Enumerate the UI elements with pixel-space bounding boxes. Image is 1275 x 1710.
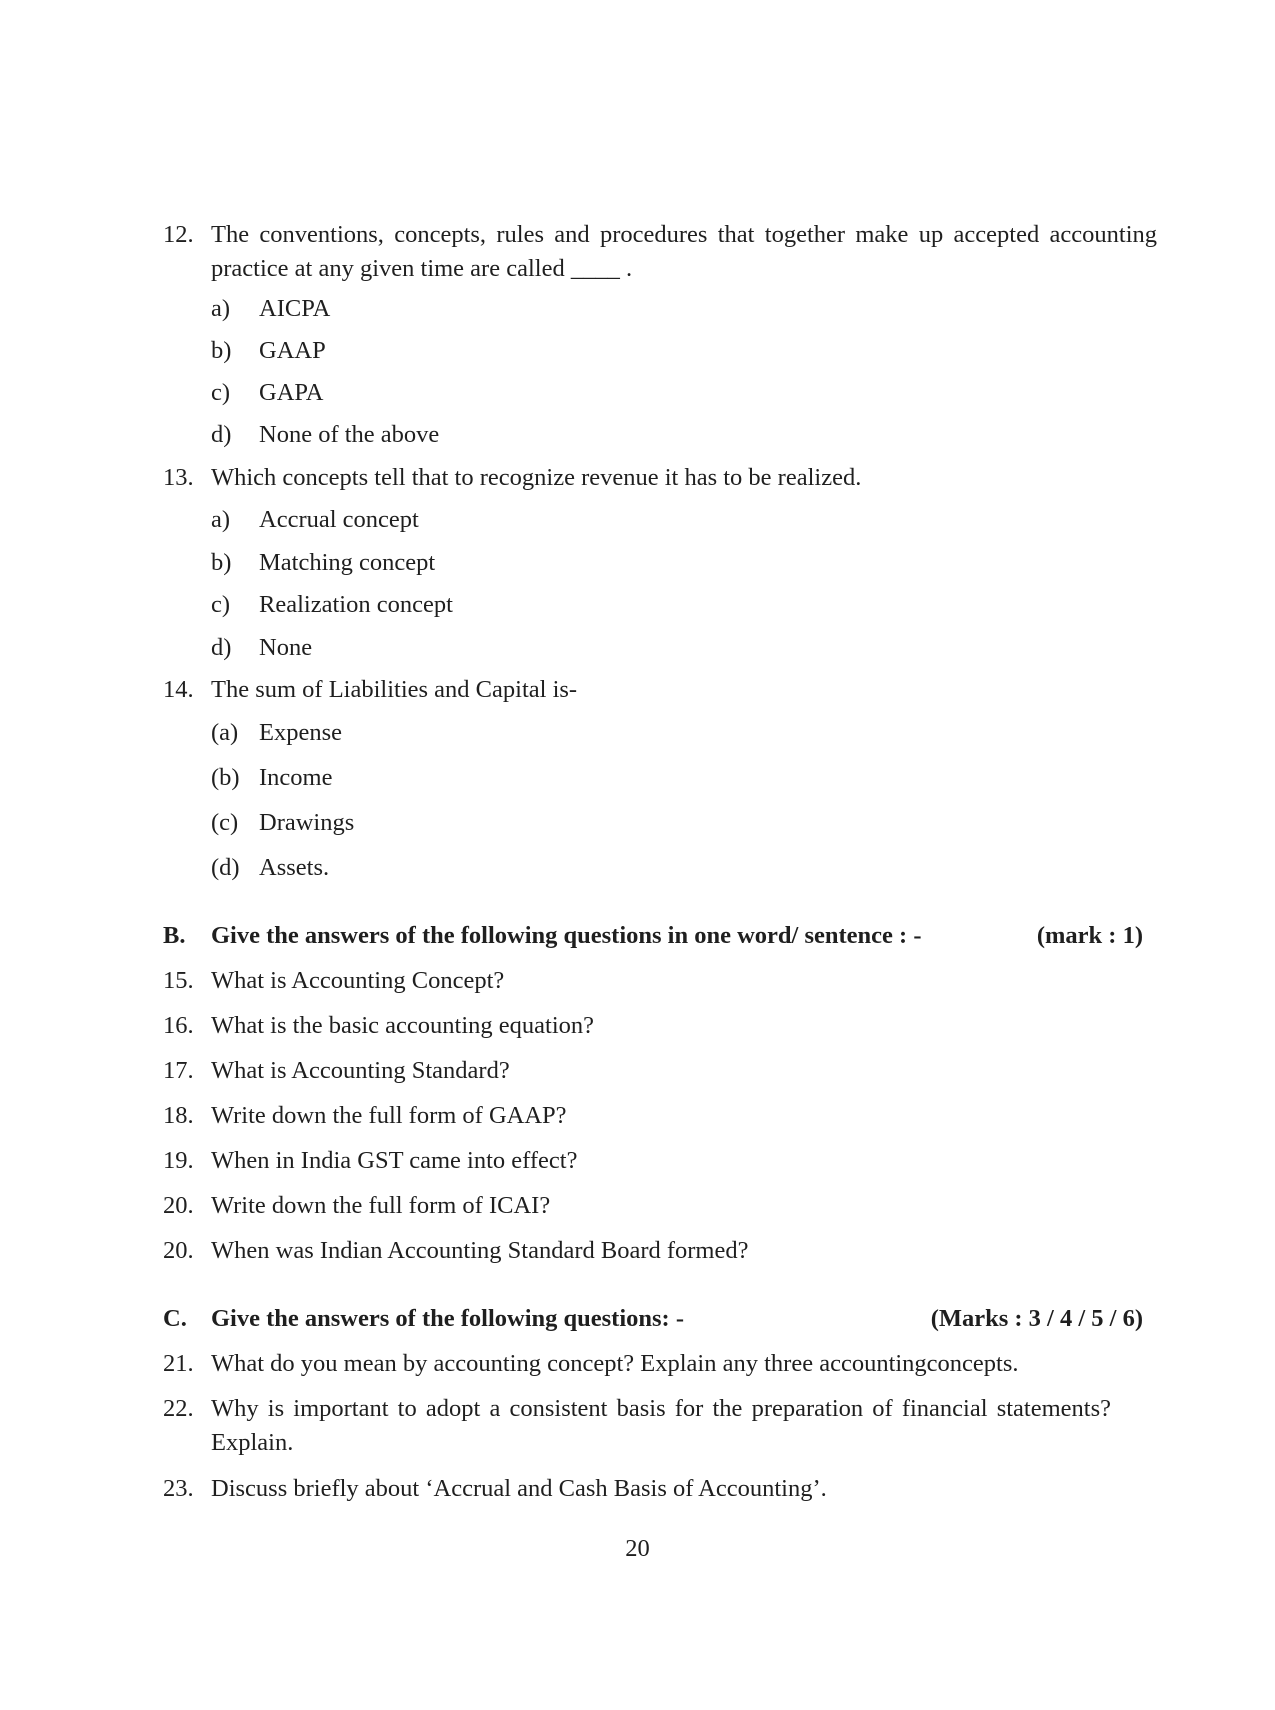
option-text: Expense: [259, 719, 342, 746]
option-label: d): [211, 421, 232, 448]
question-22: [163, 1392, 1157, 1460]
section-title: Give the answers of the following questions in one word/ sentence : -: [211, 922, 922, 949]
question-number: 20.: [163, 1192, 194, 1219]
option-14d: [211, 851, 329, 885]
option-label: (b): [211, 764, 240, 791]
option-text: Income: [259, 764, 333, 791]
question-20: [163, 1189, 1157, 1223]
question-text: Discuss briefly about ‘Accrual and Cash Basis of Accounting’.: [211, 1475, 827, 1502]
option-text: None: [259, 634, 313, 661]
option-text: Assets.: [259, 854, 330, 881]
option-label: c): [211, 379, 231, 406]
section-marks: (mark : 1): [1036, 922, 1143, 949]
option-12b: [211, 334, 326, 368]
option-text: Drawings: [259, 809, 355, 836]
question-number: 14.: [163, 676, 194, 703]
section-marks: (Marks : 3 / 4 / 5 / 6): [930, 1305, 1143, 1332]
question-19: [163, 1144, 1157, 1178]
page-number: 20: [625, 1535, 650, 1562]
question-number: 18.: [163, 1102, 194, 1129]
section-letter: B.: [163, 922, 186, 949]
option-12a: [211, 292, 330, 326]
option-label: a): [211, 506, 231, 533]
option-14c: [211, 806, 354, 840]
option-label: b): [211, 549, 232, 576]
question-text: What do you mean by accounting concept? Explain any three accountingconcepts.: [211, 1350, 1019, 1377]
question-text: Write down the full form of ICAI?: [211, 1192, 551, 1219]
question-15: [163, 964, 1157, 998]
question-17: [163, 1054, 1157, 1088]
question-text: Why is important to adopt a consistent basis for the preparation of financial statements? Explain.: [211, 1395, 1111, 1456]
question-text: The conventions, concepts, rules and procedures that together make up accepted accounting practice at any given time are called ____ .: [211, 221, 1157, 282]
question-number: 15.: [163, 967, 194, 994]
question-text: When was Indian Accounting Standard Board formed?: [211, 1237, 749, 1264]
question-text: What is the basic accounting equation?: [211, 1012, 595, 1039]
question-18: [163, 1099, 1157, 1133]
option-label: d): [211, 634, 232, 661]
question-number: 12.: [163, 221, 194, 248]
option-12c: [211, 376, 323, 410]
option-text: None of the above: [259, 421, 440, 448]
question-number: 20.: [163, 1237, 194, 1264]
option-13c: [211, 588, 453, 622]
question-number: 21.: [163, 1350, 194, 1377]
question-13: [163, 461, 1157, 495]
question-text: The sum of Liabilities and Capital is-: [211, 676, 578, 703]
option-label: a): [211, 295, 231, 322]
question-number: 19.: [163, 1147, 194, 1174]
question-21: [163, 1347, 1157, 1381]
question-text: When in India GST came into effect?: [211, 1147, 578, 1174]
question-text: Write down the full form of GAAP?: [211, 1102, 567, 1129]
question-16: [163, 1009, 1157, 1043]
option-label: (d): [211, 854, 240, 881]
question-number: 16.: [163, 1012, 194, 1039]
question-number: 22.: [163, 1395, 194, 1422]
option-13b: [211, 546, 435, 580]
option-text: AICPA: [259, 295, 331, 322]
question-text: What is Accounting Standard?: [211, 1057, 510, 1084]
section-title: Give the answers of the following questions: -: [211, 1305, 684, 1332]
section-letter: C.: [163, 1305, 187, 1332]
question-number: 17.: [163, 1057, 194, 1084]
question-12: [163, 218, 1157, 286]
option-text: GAAP: [259, 337, 326, 364]
option-label: (a): [211, 719, 239, 746]
option-13d: [211, 631, 312, 665]
question-number: 23.: [163, 1475, 194, 1502]
option-text: Realization concept: [259, 591, 453, 618]
option-14a: [211, 716, 342, 750]
question-20b: [163, 1234, 1157, 1268]
option-text: Matching concept: [259, 549, 436, 576]
option-label: c): [211, 591, 231, 618]
option-13a: [211, 503, 419, 537]
option-label: (c): [211, 809, 239, 836]
question-text: Which concepts tell that to recognize revenue it has to be realized.: [211, 464, 862, 491]
option-text: Accrual concept: [259, 506, 419, 533]
question-text: What is Accounting Concept?: [211, 967, 505, 994]
option-label: b): [211, 337, 232, 364]
option-text: GAPA: [259, 379, 324, 406]
question-23: [163, 1472, 1157, 1506]
option-12d: [211, 418, 439, 452]
option-14b: [211, 761, 332, 795]
question-number: 13.: [163, 464, 194, 491]
question-14: [163, 673, 1157, 707]
